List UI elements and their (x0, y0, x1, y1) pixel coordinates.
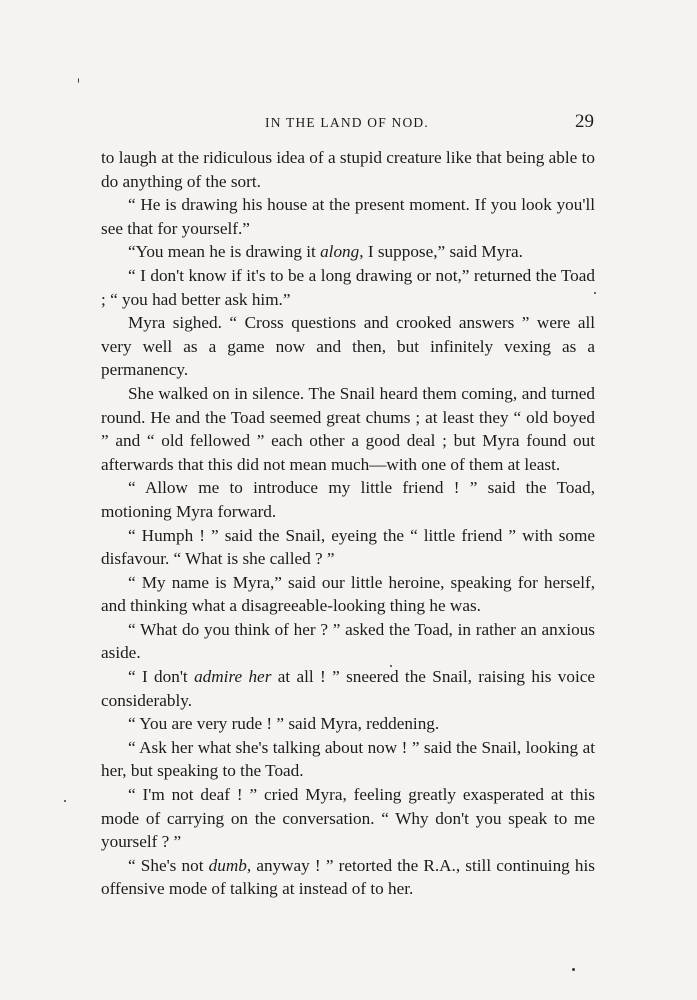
text-run: “ Allow me to introduce my little friend ! ” said the Toad, motioning Myra forward. (101, 478, 595, 521)
paper-speck (78, 78, 79, 83)
paragraph (101, 571, 595, 618)
text-run: She walked on in silence. The Snail heard them coming, and turned round. He and the Toad seemed great chums ; at least they “ old boyed ” and “ old fellowed ” each other a good deal ; but Myra found out afterwards that this did not mean much—with one of them at least. (101, 383, 595, 474)
text-run: “ I'm not deaf ! ” cried Myra, feeling greatly exasperated at this mode of carrying on the conversation. “ Why don't you speak to me yourself ? ” (101, 785, 595, 852)
paragraph (101, 712, 595, 736)
emphasized-text: along (320, 242, 360, 262)
paragraph (101, 193, 595, 240)
text-run: , anyway ! ” retorted the R.A., still continuing his offensive mode of talking at instead of to her. (101, 855, 595, 899)
emphasized-text: admire her (194, 667, 272, 687)
text-run: “ He is drawing his house at the present moment. If you look you'll see that for yourself.” (101, 195, 595, 238)
text-run: , I suppose,” said Myra. (359, 242, 523, 262)
paragraph (101, 736, 595, 783)
running-head (100, 112, 594, 134)
paragraph (101, 311, 595, 382)
paper-speck (64, 800, 66, 802)
paragraph (101, 783, 595, 854)
text-run: “You mean he is drawing it (128, 242, 321, 262)
paragraph (101, 854, 595, 901)
text-run: “ Ask her what she's talking about now ! ” said the Snail, looking at her, but speaking to the Toad. (101, 737, 595, 781)
emphasized-text: dumb (208, 855, 247, 875)
text-run: “ Humph ! ” said the Snail, eyeing the “ little friend ” with some disfavour. “ What is she called ? ” (101, 525, 595, 569)
text-run: at all ! ” sneered the Snail, raising his voice considerably. (101, 667, 595, 710)
paragraph (101, 382, 595, 476)
text-run: “ I don't (128, 667, 195, 687)
page-number: 29 (575, 111, 594, 132)
paragraph (101, 146, 595, 193)
text-run: “ You are very rude ! ” said Myra, reddening. (128, 714, 440, 734)
paragraph (101, 476, 595, 523)
paragraph (101, 524, 595, 571)
paragraph (101, 665, 595, 712)
text-run: “ My name is Myra,” said our little heroine, speaking for herself, and thinking what a disagreeable-looking thing he was. (101, 572, 595, 616)
text-run: “ She's not (128, 855, 209, 875)
body-text (101, 146, 595, 901)
text-run: Myra sighed. “ Cross questions and crooked answers ” were all very well as a game now and then, but infinitely vexing as a permanency. (101, 313, 595, 380)
running-title: IN THE LAND OF NOD. (265, 115, 429, 130)
text-run: “ What do you think of her ? ” asked the Toad, in rather an anxious aside. (101, 619, 595, 663)
paragraph (101, 618, 595, 665)
text-run: “ I don't know if it's to be a long drawing or not,” returned the Toad ; “ you had better ask him.” (101, 265, 595, 309)
paper-speck (572, 968, 575, 971)
text-run: to laugh at the ridiculous idea of a stupid creature like that being able to do anything of the sort. (101, 148, 595, 191)
paragraph (101, 240, 595, 264)
paragraph (101, 264, 595, 311)
paper-speck (390, 665, 392, 667)
paper-speck (594, 292, 596, 294)
